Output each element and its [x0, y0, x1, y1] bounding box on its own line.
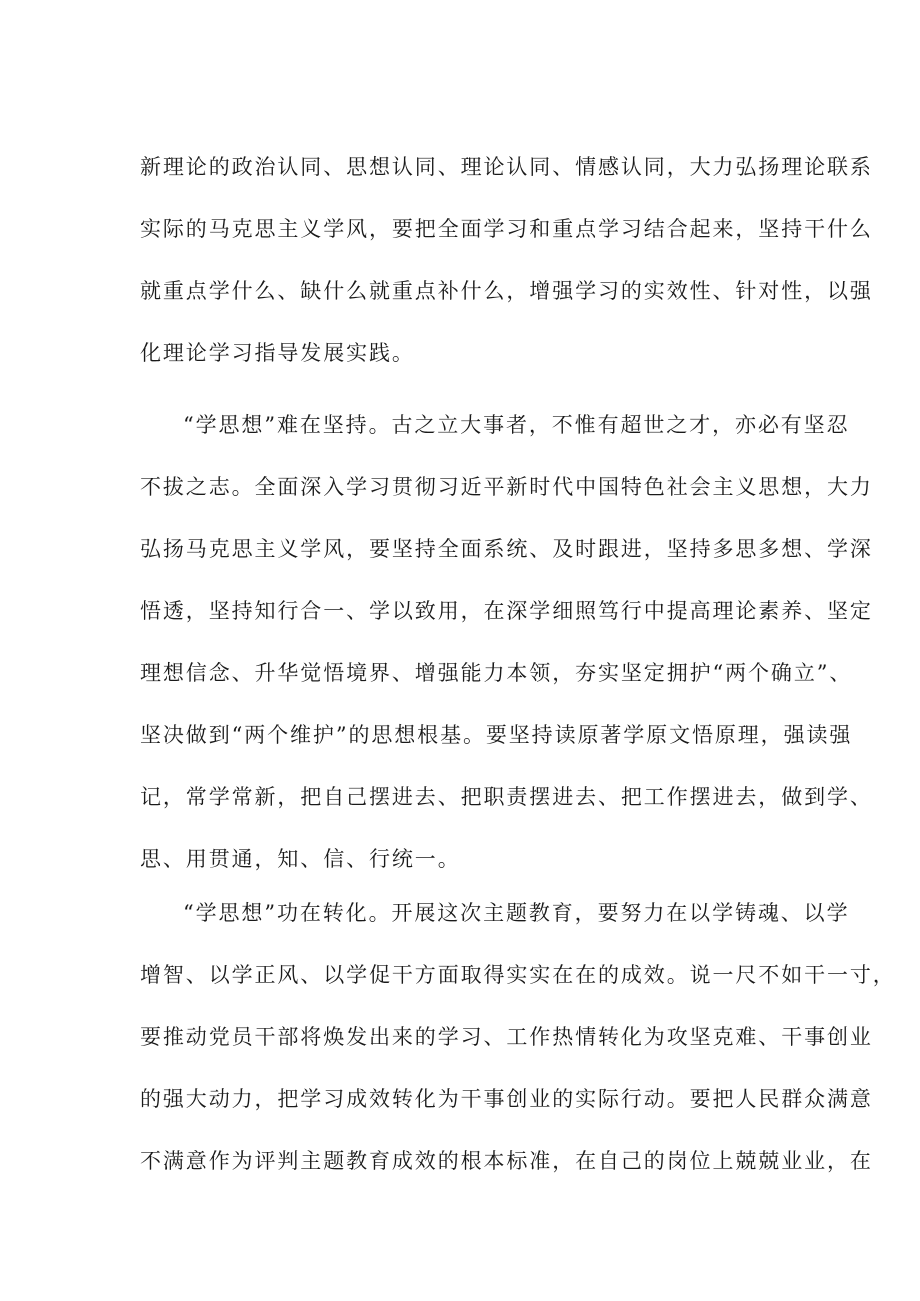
paragraph-3-line-2: 增智、以学正风、以学促干方面取得实实在在的成效。说一尺不如干一寸，	[140, 963, 896, 987]
paragraph-2-line-5: 理想信念、升华觉悟境界、增强能力本领，夯实坚定拥护“两个确立”、	[140, 661, 853, 685]
paragraph-2-line-7: 记，常学常新，把自己摆进去、把职责摆进去、把工作摆进去，做到学、	[140, 785, 873, 809]
paragraph-3-line-3: 要推动党员干部将焕发出来的学习、工作热情转化为攻坚克难、干事创业	[140, 1025, 873, 1049]
paragraph-2-line-4: 悟透，坚持知行合一、学以致用，在深学细照笃行中提高理论素养、坚定	[140, 599, 873, 623]
paragraph-3-line-5: 不满意作为评判主题教育成效的根本标准，在自己的岗位上兢兢业业，在	[140, 1149, 873, 1173]
paragraph-1-line-2: 实际的马克思主义学风，要把全面学习和重点学习结合起来，坚持干什么	[140, 217, 873, 241]
paragraph-2-line-6: 坚决做到“两个维护”的思想根基。要坚持读原著学原文悟原理，强读强	[140, 723, 853, 747]
paragraph-1-line-1: 新理论的政治认同、思想认同、理论认同、情感认同，大力弘扬理论联系	[140, 155, 873, 179]
paragraph-3-line-1: “学思想”功在转化。开展这次主题教育，要努力在以学铸魂、以学	[183, 901, 850, 925]
paragraph-1-line-4: 化理论学习指导发展实践。	[140, 341, 415, 365]
paragraph-2-line-3: 弘扬马克思主义学风，要坚持全面系统、及时跟进，坚持多思多想、学深	[140, 537, 873, 561]
paragraph-2-line-1: “学思想”难在坚持。古之立大事者，不惟有超世之才，亦必有坚忍	[183, 413, 850, 437]
paragraph-2-line-8: 思、用贯通，知、信、行统一。	[140, 847, 461, 871]
paragraph-1-line-3: 就重点学什么、缺什么就重点补什么，增强学习的实效性、针对性，以强	[140, 279, 873, 303]
paragraph-3-line-4: 的强大动力，把学习成效转化为干事创业的实际行动。要把人民群众满意	[140, 1087, 873, 1111]
paragraph-2-line-2: 不拔之志。全面深入学习贯彻习近平新时代中国特色社会主义思想，大力	[140, 475, 873, 499]
